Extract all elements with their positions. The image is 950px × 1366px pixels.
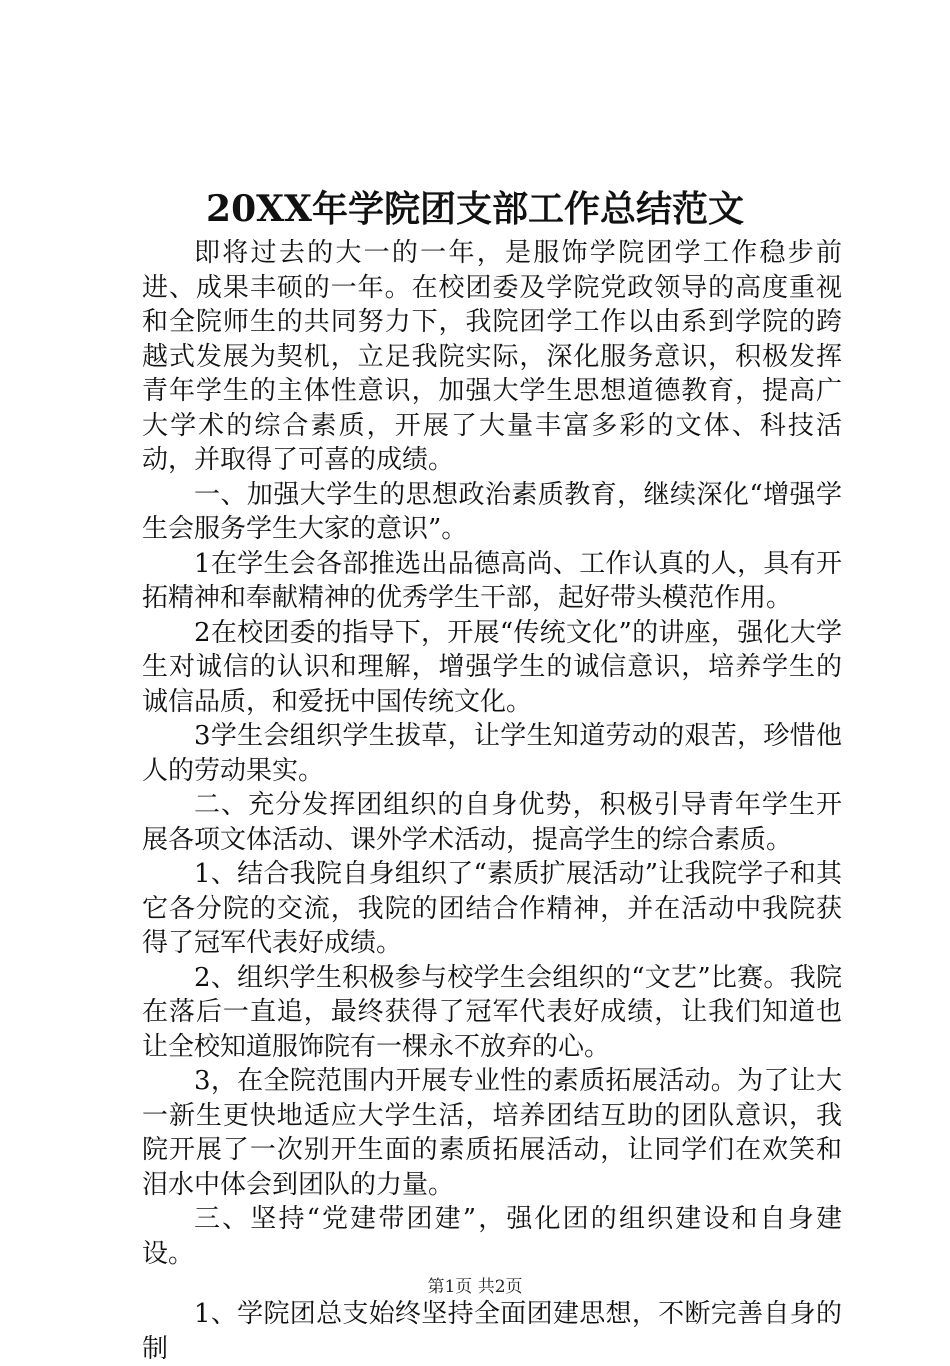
- page-number-footer: 第1页 共2页: [427, 1277, 523, 1297]
- paragraph-section-2-heading: 二、充分发挥团组织的自身优势，积极引导青年学生开展各项文体活动、课外学术活动，提高学生的综合素质。: [142, 790, 842, 855]
- paragraph-section-1-item-2: 2在校团委的指导下，开展“传统文化”的讲座，强化大学生对诚信的认识和理解，增强学生的诚信意识，培养学生的诚信品质，和爱抚中国传统文化。: [142, 617, 842, 717]
- paragraph-section-1-item-3: 3学生会组织学生拔草，让学生知道劳动的艰苦，珍惜他人的劳动果实。: [142, 721, 842, 786]
- paragraph-section-1-item-1: 1在学生会各部推选出品德高尚、工作认真的人，具有开拓精神和奉献精神的优秀学生干部，起好带头模范作用。: [142, 548, 842, 613]
- paragraph-intro: 即将过去的大一的一年，是服饰学院团学工作稳步前进、成果丰硕的一年。在校团委及学院党政领导的高度重视和全院师生的共同努力下，我院团学工作以由系到学院的跨越式发展为契机，立足我院实际，深化服务意识，积极发挥青年学生的主体性意识，加强大学生思想道德教育，提高广大学术的综合素质，开展了大量丰富多彩的文体、科技活动，并取得了可喜的成绩。: [142, 238, 842, 475]
- paragraph-section-3-heading: 三、坚持“党建带团建”，强化团的组织建设和自身建设。: [142, 1204, 842, 1269]
- paragraph-section-1-heading: 一、加强大学生的思想政治素质教育，继续深化“增强学生会服务学生大家的意识”。: [142, 479, 842, 544]
- paragraph-section-2-item-1: 1、结合我院自身组织了“素质扩展活动”让我院学子和其它各分院的交流，我院的团结合作精神，并在活动中我院获得了冠军代表好成绩。: [142, 859, 842, 958]
- paragraph-section-2-item-3: 3，在全院范围内开展专业性的素质拓展活动。为了让大一新生更快地适应大学生活，培养团结互助的团队意识，我院开展了一次别开生面的素质拓展活动，让同学们在欢笑和泪水中体会到团队的力量。: [142, 1066, 842, 1200]
- document-title: 20XX年学院团支部工作总结范文: [206, 188, 744, 230]
- document-body: [142, 236, 842, 1366]
- paragraph-section-2-item-2: 2、组织学生积极参与校学生会组织的“文艺”比赛。我院在落后一直追，最终获得了冠军代表好成绩，让我们知道也让全校知道服饰院有一棵永不放弃的心。: [142, 962, 842, 1062]
- paragraph-section-3-item-1: 1、学院团总支始终坚持全面团建思想，不断完善自身的制: [142, 1299, 842, 1364]
